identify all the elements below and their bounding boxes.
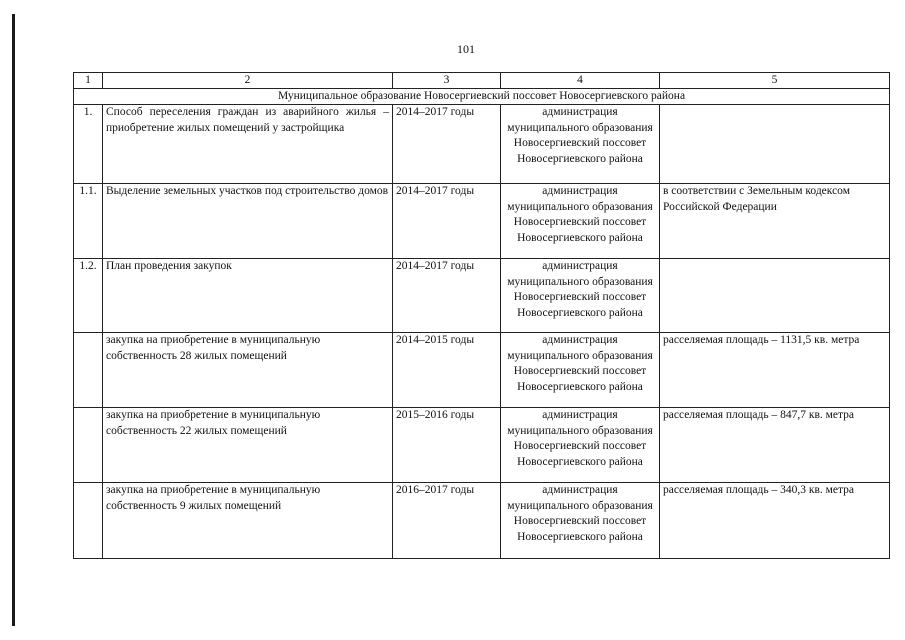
column-number-row — [74, 73, 890, 89]
activity-cell: Способ переселения граждан из аварийного жилья – приобретение жилых помещений у застройщика — [103, 105, 393, 184]
table-row — [74, 259, 890, 333]
period-cell: 2014–2017 годы — [393, 184, 501, 259]
row-number — [74, 333, 103, 408]
row-number: 1. — [74, 105, 103, 184]
column-number: 5 — [660, 73, 890, 89]
activity-cell: План проведения закупок — [103, 259, 393, 333]
note-cell: расселяемая площадь – 847,7 кв. метра — [660, 408, 890, 483]
column-number: 2 — [103, 73, 393, 89]
period-cell: 2014–2017 годы — [393, 259, 501, 333]
note-cell — [660, 105, 890, 184]
row-number — [74, 483, 103, 559]
executor-cell: администрация муниципального образования Новосергиевский поссовет Новосергиевского района — [501, 184, 660, 259]
note-cell: расселяемая площадь – 340,3 кв. метра — [660, 483, 890, 559]
section-title: Муниципальное образование Новосергиевский поссовет Новосергиевского района — [74, 89, 890, 105]
section-header-row — [74, 89, 890, 105]
executor-cell: администрация муниципального образования Новосергиевский поссовет Новосергиевского района — [501, 333, 660, 408]
period-cell: 2016–2017 годы — [393, 483, 501, 559]
activity-cell: Выделение земельных участков под строительство домов — [103, 184, 393, 259]
table-row — [74, 483, 890, 559]
column-number: 1 — [74, 73, 103, 89]
executor-cell: администрация муниципального образования Новосергиевский поссовет Новосергиевского района — [501, 408, 660, 483]
executor-cell: администрация муниципального образования Новосергиевский поссовет Новосергиевского района — [501, 483, 660, 559]
period-cell: 2015–2016 годы — [393, 408, 501, 483]
table-row — [74, 408, 890, 483]
executor-cell: администрация муниципального образования Новосергиевский поссовет Новосергиевского района — [501, 105, 660, 184]
row-number: 1.2. — [74, 259, 103, 333]
column-number: 3 — [393, 73, 501, 89]
row-number — [74, 408, 103, 483]
executor-cell: администрация муниципального образования Новосергиевский поссовет Новосергиевского района — [501, 259, 660, 333]
table-row — [74, 184, 890, 259]
note-cell: в соответствии с Земельным кодексом Российской Федерации — [660, 184, 890, 259]
column-number: 4 — [501, 73, 660, 89]
period-cell: 2014–2015 годы — [393, 333, 501, 408]
row-number: 1.1. — [74, 184, 103, 259]
note-cell — [660, 259, 890, 333]
activity-cell: закупка на приобретение в муниципальную собственность 22 жилых помещений — [103, 408, 393, 483]
binding-edge-bar — [12, 14, 15, 626]
activity-cell: закупка на приобретение в муниципальную собственность 28 жилых помещений — [103, 333, 393, 408]
activity-cell: закупка на приобретение в муниципальную собственность 9 жилых помещений — [103, 483, 393, 559]
table-row — [74, 333, 890, 408]
page-number: 101 — [457, 42, 475, 56]
program-table — [73, 72, 890, 559]
note-cell: расселяемая площадь – 1131,5 кв. метра — [660, 333, 890, 408]
period-cell: 2014–2017 годы — [393, 105, 501, 184]
table-row — [74, 105, 890, 184]
